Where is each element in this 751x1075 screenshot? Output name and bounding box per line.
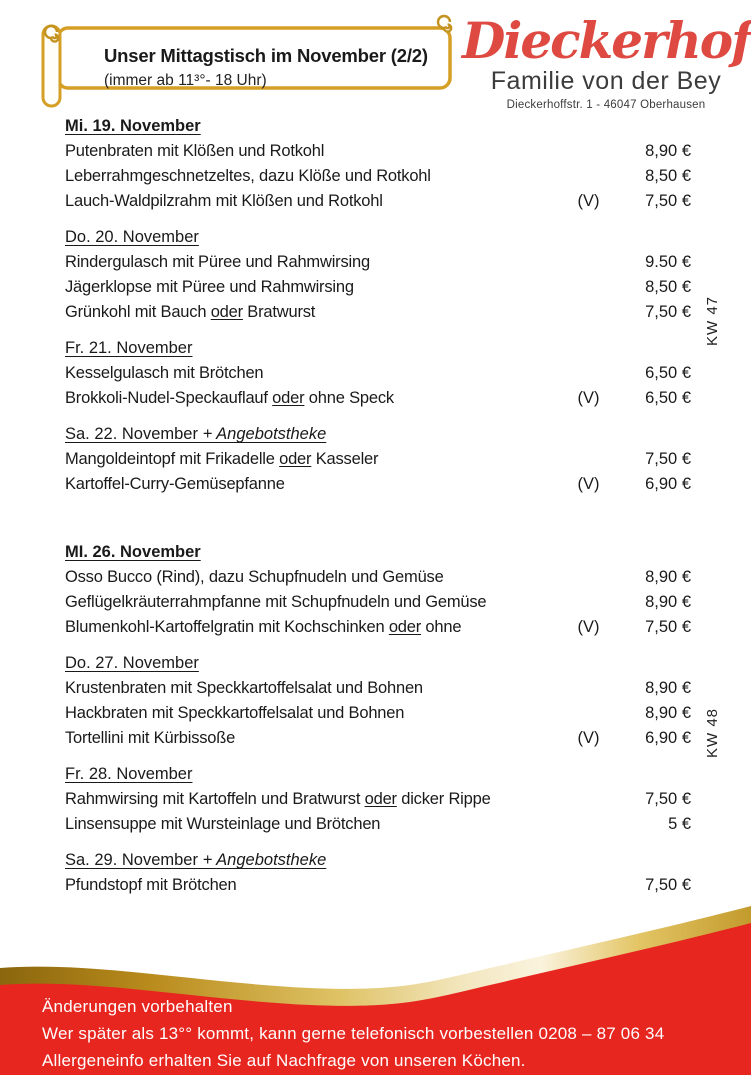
dish-name: Grünkohl mit Bauch oder Bratwurst <box>65 303 316 321</box>
section-date-header <box>65 422 691 447</box>
dish-name: Kesselgulasch mit Brötchen <box>65 364 264 382</box>
section-special-label: + Angebotstheke <box>197 851 327 869</box>
section-date-label: Sa. 29. November <box>65 851 198 869</box>
dish-name: Brokkoli-Nudel-Speckauflauf oder ohne Speck <box>65 389 394 407</box>
dish-name: Mangoldeintopf mit Frikadelle oder Kasseler <box>65 450 379 468</box>
section-rows <box>65 787 691 837</box>
dish-name: Putenbraten mit Klößen und Rotkohl <box>65 142 325 160</box>
footer-note-preorder-phone: Wer später als 13°° kommt, kann gerne telefonisch vorbestellen 0208 – 87 06 34 <box>42 1024 665 1043</box>
dish-row <box>65 565 691 590</box>
dish-row <box>65 676 691 701</box>
dish-row <box>65 139 691 164</box>
vegetarian-marker <box>566 164 611 189</box>
vegetarian-marker <box>566 447 611 472</box>
vegetarian-marker: (V) <box>577 618 600 636</box>
dish-row <box>65 701 691 726</box>
dish-name: Linsensuppe mit Wursteinlage und Brötchen <box>65 815 381 833</box>
dish-price: 6,50 € <box>645 364 691 382</box>
section-date-label: Do. 20. November <box>65 228 199 246</box>
dish-name: Kartoffel-Curry-Gemüsepfanne <box>65 475 285 493</box>
section-date-label: MI. 26. November <box>65 543 201 561</box>
dish-row <box>65 275 691 300</box>
menu-section <box>65 540 691 640</box>
dish-name: Rindergulasch mit Püree und Rahmwirsing <box>65 253 370 271</box>
dish-price: 8,90 € <box>645 679 691 697</box>
dish-price: 6,90 € <box>645 729 691 747</box>
restaurant-logo <box>462 8 750 111</box>
section-date-label: Fr. 28. November <box>65 765 193 783</box>
page-subtitle: (immer ab 11³°- 18 Uhr) <box>104 72 267 90</box>
dish-name: Geflügelkräuterrahmpfanne mit Schupfnudeln und Gemüse <box>65 593 487 611</box>
menu-section <box>65 422 691 497</box>
footer-note-allergens: Allergeneinfo erhalten Sie auf Nachfrage von unseren Köchen. <box>42 1051 526 1070</box>
dish-row <box>65 726 691 751</box>
dish-price: 7,50 € <box>645 876 691 894</box>
page-title: Unser Mittagstisch im November (2/2) <box>104 45 428 66</box>
dish-name: Osso Bucco (Rind), dazu Schupfnudeln und Gemüse <box>65 568 444 586</box>
vegetarian-marker: (V) <box>577 192 600 210</box>
section-date-header <box>65 762 691 787</box>
dish-row <box>65 447 691 472</box>
dish-price: 8,90 € <box>645 568 691 586</box>
dish-name: Rahmwirsing mit Kartoffeln und Bratwurst oder dicker Rippe <box>65 790 491 808</box>
vegetarian-marker: (V) <box>577 475 600 493</box>
vegetarian-marker: (V) <box>577 729 600 747</box>
dish-price: 7,50 € <box>645 192 691 210</box>
vegetarian-marker <box>566 701 611 726</box>
dish-name: Hackbraten mit Speckkartoffelsalat und Bohnen <box>65 704 405 722</box>
menu-section <box>65 651 691 751</box>
vegetarian-marker <box>566 812 611 837</box>
dish-name: Jägerklopse mit Püree und Rahmwirsing <box>65 278 354 296</box>
vegetarian-marker <box>566 590 611 615</box>
vegetarian-marker <box>566 139 611 164</box>
section-rows <box>65 565 691 640</box>
menu-section <box>65 225 691 325</box>
section-date-header <box>65 540 691 565</box>
section-rows <box>65 250 691 325</box>
section-rows <box>65 139 691 214</box>
dish-row <box>65 472 691 497</box>
dish-price: 8,90 € <box>645 593 691 611</box>
dish-price: 8,90 € <box>645 142 691 160</box>
dish-row <box>65 361 691 386</box>
dish-row <box>65 590 691 615</box>
dish-name: Tortellini mit Kürbissoße <box>65 729 236 747</box>
dish-name: Leberrahmgeschnetzeltes, dazu Klöße und Rotkohl <box>65 167 431 185</box>
dish-row <box>65 812 691 837</box>
week-label-kw48: KW 48 <box>704 707 721 758</box>
vegetarian-marker: (V) <box>577 389 600 407</box>
section-date-label: Sa. 22. November <box>65 425 198 443</box>
dish-price: 5 € <box>668 815 691 833</box>
dish-row <box>65 164 691 189</box>
section-rows <box>65 447 691 497</box>
section-date-label: Do. 27. November <box>65 654 199 672</box>
section-date-label: Mi. 19. November <box>65 117 201 135</box>
dish-row <box>65 300 691 325</box>
dish-price: 8,90 € <box>645 704 691 722</box>
dish-price: 6,90 € <box>645 475 691 493</box>
dish-name: Lauch-Waldpilzrahm mit Klößen und Rotkohl <box>65 192 383 210</box>
dish-name: Blumenkohl-Kartoffelgratin mit Kochschinken oder ohne <box>65 618 462 636</box>
dish-price: 7,50 € <box>645 618 691 636</box>
vegetarian-marker <box>566 250 611 275</box>
menu-section <box>65 336 691 411</box>
dish-price: 7,50 € <box>645 790 691 808</box>
vegetarian-marker <box>566 275 611 300</box>
section-date-header <box>65 336 691 361</box>
section-date-header <box>65 114 691 139</box>
menu <box>65 114 691 909</box>
dish-price: 9.50 € <box>645 253 691 271</box>
vegetarian-marker <box>566 676 611 701</box>
vegetarian-marker <box>566 361 611 386</box>
dish-price: 6,50 € <box>645 389 691 407</box>
footer-note-changes: Änderungen vorbehalten <box>42 997 233 1016</box>
dish-price: 8,50 € <box>645 167 691 185</box>
logo-brand: Dieckerhof <box>462 11 751 70</box>
section-date-header <box>65 225 691 250</box>
section-date-label: Fr. 21. November <box>65 339 193 357</box>
menu-section <box>65 114 691 214</box>
logo-family-name: Familie von der Bey <box>490 67 722 95</box>
vegetarian-marker <box>566 565 611 590</box>
dish-row <box>65 615 691 640</box>
dish-name: Pfundstopf mit Brötchen <box>65 876 237 894</box>
section-special-label: + Angebotstheke <box>197 425 327 443</box>
menu-section <box>65 762 691 837</box>
dish-price: 8,50 € <box>645 278 691 296</box>
title-box <box>36 12 466 114</box>
dish-price: 7,50 € <box>645 303 691 321</box>
dish-row <box>65 250 691 275</box>
section-rows <box>65 361 691 411</box>
vegetarian-marker <box>566 787 611 812</box>
logo-address: Dieckerhoffstr. 1 - 46047 Oberhausen <box>506 99 706 111</box>
dish-name: Krustenbraten mit Speckkartoffelsalat und Bohnen <box>65 679 423 697</box>
dish-row <box>65 386 691 411</box>
section-rows <box>65 676 691 751</box>
section-date-header <box>65 651 691 676</box>
vegetarian-marker <box>566 300 611 325</box>
dish-price: 7,50 € <box>645 450 691 468</box>
dish-row <box>65 189 691 214</box>
dish-row <box>65 787 691 812</box>
week-label-kw47: KW 47 <box>704 295 721 346</box>
